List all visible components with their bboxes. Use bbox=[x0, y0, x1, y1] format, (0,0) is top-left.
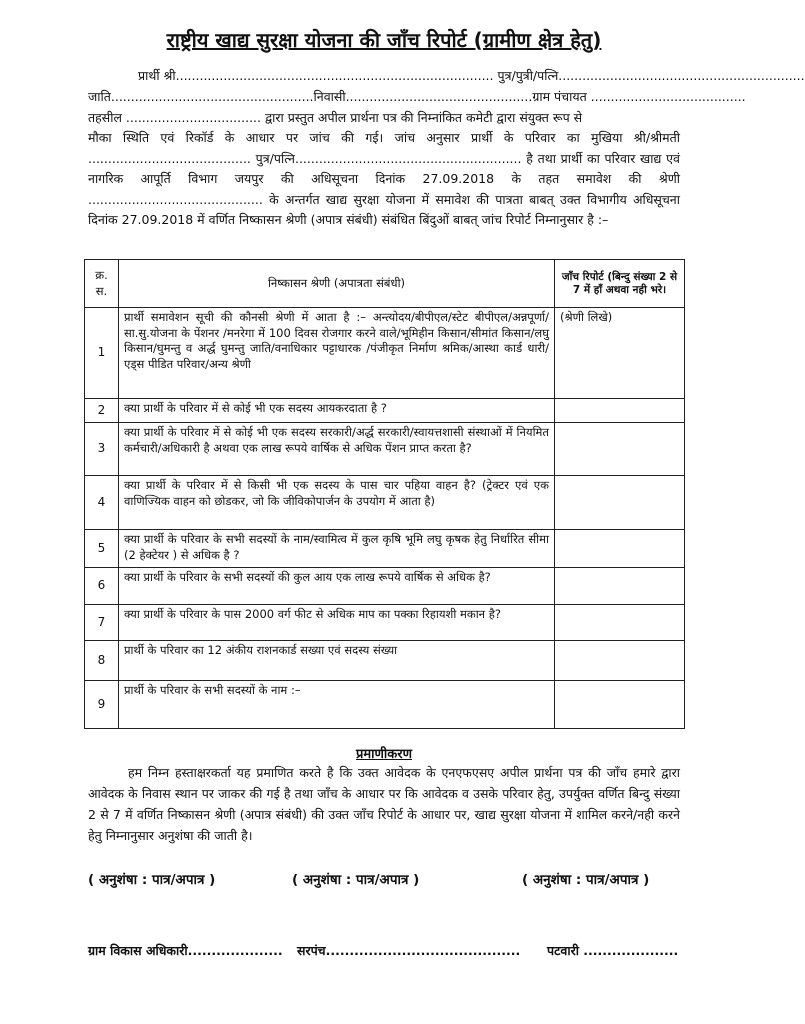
col-header-report: जाँच रिपोर्ट (बिन्दु संख्या 2 से 7 में हाँ अथवा नही भरे। bbox=[555, 260, 685, 308]
row-report bbox=[555, 399, 685, 423]
col-header-category: निष्कासन श्रेणी (अपात्रता संबंधी) bbox=[119, 260, 555, 308]
row-number: 5 bbox=[85, 530, 119, 568]
row-question: क्या प्रार्थी के परिवार के सभी सदस्यों की कुल आय एक लाख रूपये वार्षिक से अधिक है? bbox=[119, 568, 555, 605]
table-row bbox=[85, 308, 685, 399]
row-report bbox=[555, 530, 685, 568]
row-number: 9 bbox=[85, 681, 119, 729]
row-report bbox=[555, 641, 685, 681]
table-row bbox=[85, 399, 685, 423]
row-number: 8 bbox=[85, 641, 119, 681]
recommendation-2: ( अनुशंषा : पात्र/अपात्र ) bbox=[292, 872, 420, 888]
applicant-name-line: प्रार्थी श्री................................................................................ पुत्र/पुत्री/पत्नि.............................................................. bbox=[138, 68, 805, 83]
row-question: प्रार्थी के परिवार का 12 अंकीय राशनकार्ड सख्या एवं सदस्य संख्या bbox=[119, 641, 555, 681]
table-row bbox=[85, 568, 685, 605]
table-row bbox=[85, 476, 685, 530]
row-question: प्रार्थी समावेशन सूची की कौनसी श्रेणी में आता है :– अन्त्योदय/बीपीएल/स्टेट बीपीएल/अन्नपूर्णा/सा.सु.योजना के पेंशनर /मनरेगा में 100 दिवस रोजगार करने वाले/भूमिहीन किसान/सीमांत किसान/लघु किसान/घुमन्तु व अर्द्ध घुमन्तु जाति/वनाधिकार पट्टाधारक /पंजीकृत निर्माण श्रमिक/आस्था कार्ड धारी/एड्स पीडित परिवार/अन्य श्रेणी bbox=[119, 308, 555, 399]
row-question: क्या प्रार्थी के परिवार के पास 2000 वर्ग फीट से अधिक माप का पक्का रिहायशी मकान है? bbox=[119, 605, 555, 641]
page-title: राष्ट्रीय खाद्य सुरक्षा योजना की जाँच रिपोर्ट (ग्रामीण क्षेत्र हेतु) bbox=[166, 28, 602, 52]
signature-patwari: पटवारी .................... bbox=[547, 943, 679, 958]
row-question: क्या प्रार्थी के परिवार में से कोई भी एक सदस्य सरकारी/अर्द्ध सरकारी/स्वायत्तशासी संस्थाओं में नियमित कर्मचारी/अधिकारी है अथवा एक लाख रूपये वार्षिक से अधिक पेंशन प्राप्त करता है? bbox=[119, 423, 555, 476]
table-row bbox=[85, 530, 685, 568]
recommendation-3: ( अनुशंषा : पात्र/अपात्र ) bbox=[522, 872, 650, 888]
row-number: 1 bbox=[85, 308, 119, 399]
exclusion-table bbox=[84, 259, 685, 729]
col-header-serial: क्र. स. bbox=[85, 260, 119, 308]
row-number: 7 bbox=[85, 605, 119, 641]
row-question: क्या प्रार्थी के परिवार में से कोई भी एक सदस्य आयकरदाता है ? bbox=[119, 399, 555, 423]
row-report bbox=[555, 605, 685, 641]
row-report bbox=[555, 423, 685, 476]
table-row bbox=[85, 641, 685, 681]
row-question: क्या प्रार्थी के परिवार के सभी सदस्यों के नाम/स्वामित्व में कुल कृषि भूमि लघु कृषक हेतु निर्धारित सीमा (2 हेक्टेयर ) से अधिक है ? bbox=[119, 530, 555, 568]
tehsil-line: तहसील .................................. द्वारा प्रस्तुत अपील प्रार्थना पत्र की निम्नांकित कमेटी द्वारा संयुक्त रूप से bbox=[88, 110, 583, 125]
row-number: 3 bbox=[85, 423, 119, 476]
table-row bbox=[85, 681, 685, 729]
signature-village-officer: ग्राम विकास अधिकारी.................... bbox=[88, 943, 283, 958]
row-number: 6 bbox=[85, 568, 119, 605]
caste-residence-line: जाति...................................................निवासी...............................................ग्राम पंचायत ....................................... bbox=[88, 89, 746, 104]
row-report: (श्रेणी लिखे) bbox=[555, 308, 685, 399]
certification-text: हम निम्न हस्ताक्षरकर्ता यह प्रमाणित करते है कि उक्त आवेदक के एनएफएसए अपील प्रार्थना पत्र की जाँच हमारे द्वारा आवेदक के निवास स्थान पर जाकर की गई है तथा जाँच के आधार पर कि आवेदक व उसके परिवार हेतु, उपर्युक्त वर्णित बिन्दु संख्या 2 से 7 में वर्णित निष्कासन श्रेणी (अपात्र संबंधी) की उक्त जाँच रिपोर्ट के आधार पर, खाद्य सुरक्षा योजना में शामिल करने/नही करने हेतु निम्नानुसार अनुशंषा की जाती है। bbox=[88, 765, 680, 843]
body-paragraph: मौका स्थिति एवं रिकॉर्ड के आधार पर जांच की गई। जांच अनुसार प्रार्थी के परिवार का मुखिया श्री/श्रीमती ......................................... पुत्र/पत्नि......................................................... है तथा प्रार्थी का परिवार खाद्य एवं नागरिक आपूर्ति विभाग जयपुर की अधिसूचना दिनांक 27.09.2018 के तहत समावेश की श्रेणी ............................................ के अन्तर्गत खाद्य सुरक्षा योजना में समावेश की पात्रता बाबत् उक्त विभागीय अधिसूचना दिनांक 27.09.2018 में वर्णित निष्कासन श्रेणी (अपात्र संबंधी) संबंधित बिंदुओं बाबत् जांच रिपोर्ट निम्नानुसार है :– bbox=[88, 130, 680, 227]
row-question: प्रार्थी के परिवार के सभी सदस्यों के नाम :– bbox=[119, 681, 555, 729]
row-report bbox=[555, 476, 685, 530]
row-number: 4 bbox=[85, 476, 119, 530]
row-report bbox=[555, 681, 685, 729]
certification-heading: प्रमाणीकरण bbox=[355, 747, 412, 762]
row-question: क्या प्रार्थी के परिवार में से किसी भी एक सदस्य के पास चार पहिया वाहन है? (ट्रेक्टर एवं एक वाणिज्यिक वाहन को छोडकर, जो कि जीविकोपार्जन के उपयोग में आता है) bbox=[119, 476, 555, 530]
table-row bbox=[85, 605, 685, 641]
signature-sarpanch: सरपंच......................................... bbox=[297, 943, 521, 958]
table-row bbox=[85, 423, 685, 476]
row-number: 2 bbox=[85, 399, 119, 423]
row-report bbox=[555, 568, 685, 605]
recommendation-1: ( अनुशंषा : पात्र/अपात्र ) bbox=[88, 872, 216, 888]
